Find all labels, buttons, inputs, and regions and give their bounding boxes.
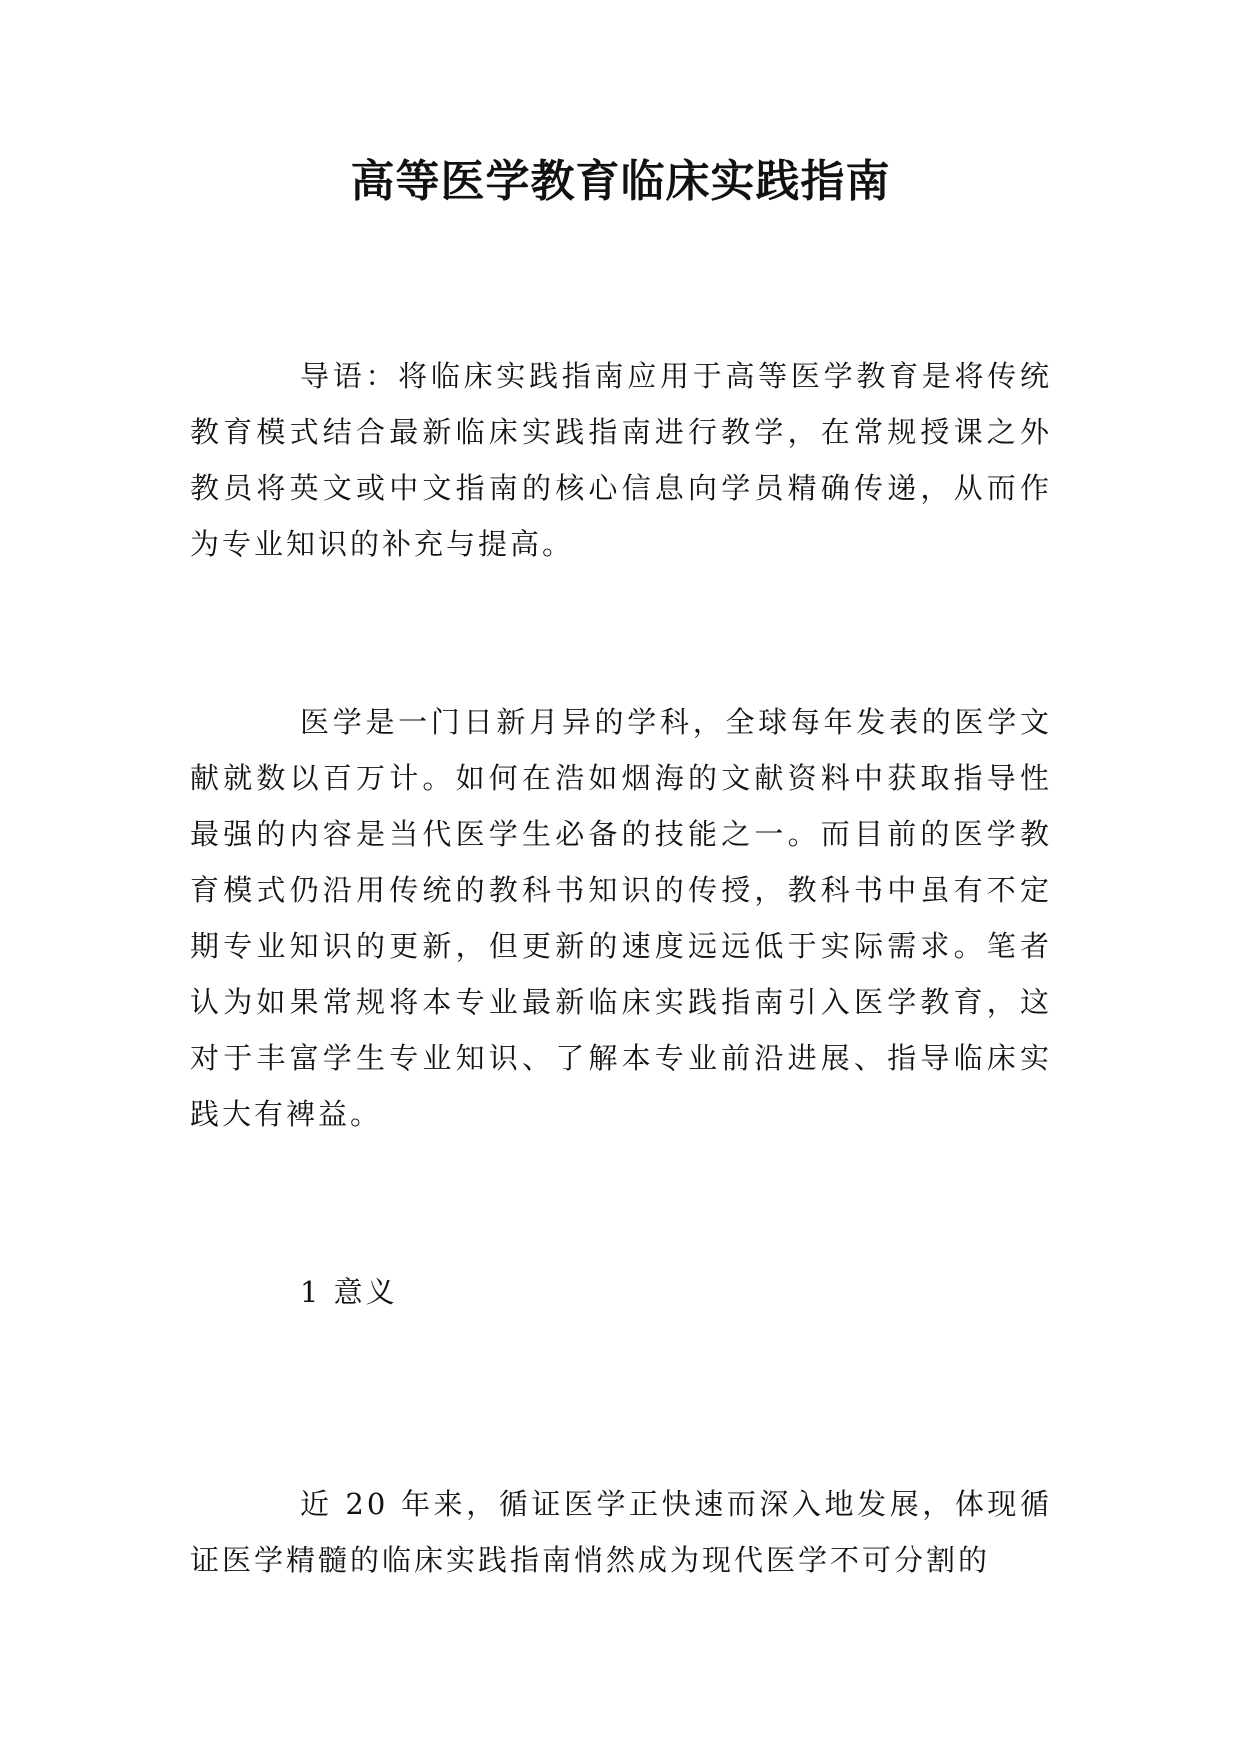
intro-paragraph: 导语：将临床实践指南应用于高等医学教育是将传统教育模式结合最新临床实践指南进行教学，在常规授课之外教员将英文或中文指南的核心信息向学员精确传递，从而作为专业知识的补充与提高。 — [190, 359, 1052, 561]
body-paragraph: 近 20 年来，循证医学正快速而深入地发展，体现循证医学精髓的临床实践指南悄然成为现代医学不可分割的 — [190, 1487, 1052, 1577]
document-title: 高等医学教育临床实践指南 — [350, 156, 891, 207]
section-heading: 1 意义 — [300, 1275, 398, 1309]
body-paragraph: 医学是一门日新月异的学科，全球每年发表的医学文献就数以百万计。如何在浩如烟海的文献资料中获取指导性最强的内容是当代医学生必备的技能之一。而目前的医学教育模式仍沿用传统的教科书知识的传授，教科书中虽有不定期专业知识的更新，但更新的速度远远低于实际需求。笔者认为如果常规将本专业最新临床实践指南引入医学教育，这对于丰富学生专业知识、了解本专业前沿进展、指导临床实践大有裨益。 — [190, 705, 1052, 1131]
